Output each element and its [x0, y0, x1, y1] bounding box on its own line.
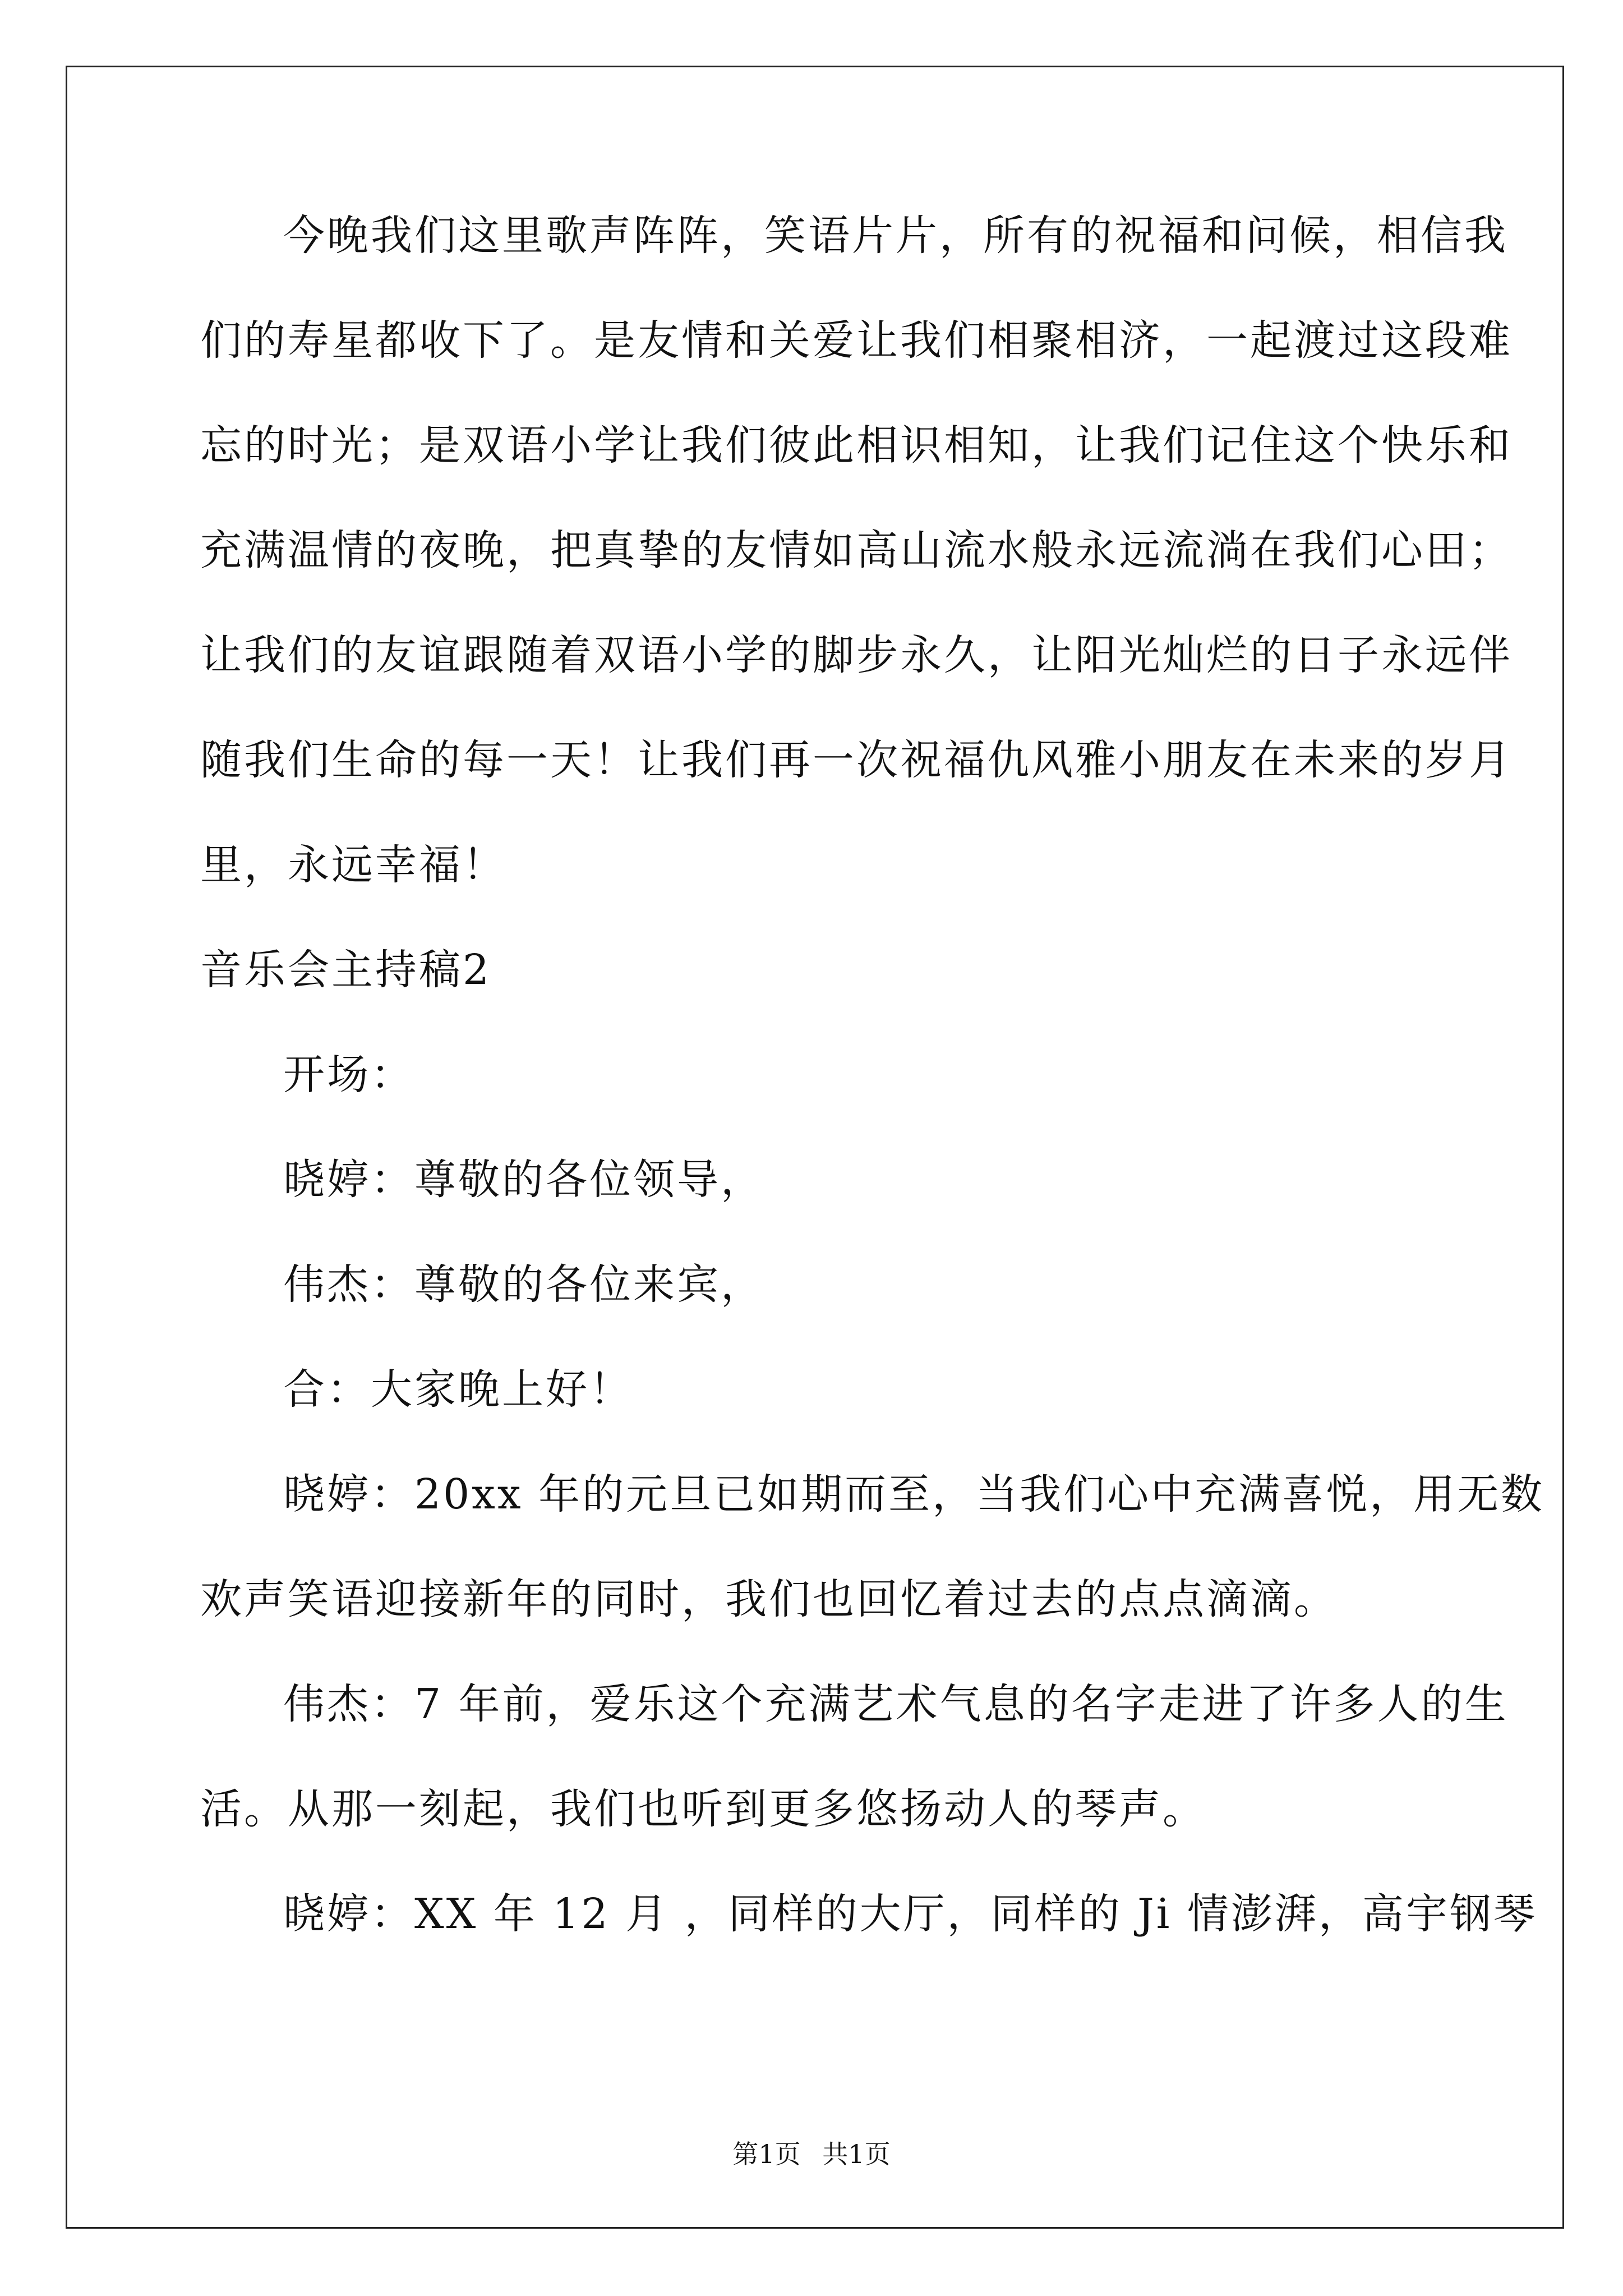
paragraph-line: 们的寿星都收下了。是友情和关爱让我们相聚相济，一起渡过这段难 — [200, 316, 1513, 365]
paragraph-line: 今晚我们这里歌声阵阵，笑语片片，所有的祝福和问候，相信我 — [283, 211, 1508, 260]
paragraph-line: 合：大家晚上好！ — [283, 1365, 633, 1414]
paragraph-line: 伟杰：7 年前，爱乐这个充满艺术气息的名字走进了许多人的生 — [283, 1680, 1509, 1728]
paragraph-line: 忘的时光；是双语小学让我们彼此相识相知，让我们记住这个快乐和 — [200, 421, 1513, 470]
paragraph-line: 开场： — [283, 1051, 414, 1099]
paragraph-line: 让我们的友谊跟随着双语小学的脚步永久，让阳光灿烂的日子永远伴 — [200, 631, 1513, 679]
paragraph-line: 里，永远幸福！ — [200, 841, 506, 889]
paragraph-line: 晓婷：XX 年 12 月 ，同样的大厅，同样的 Ji 情澎湃，高宇钢琴 — [283, 1890, 1537, 1938]
section-heading: 音乐会主持稿2 — [200, 946, 492, 994]
page-footer — [0, 2137, 1623, 2171]
page-number: 第1页 — [732, 2139, 801, 2169]
paragraph-line: 伟杰：尊敬的各位来宾， — [283, 1260, 764, 1309]
paragraph-line: 晓婷：尊敬的各位领导， — [283, 1156, 764, 1204]
page-total: 共1页 — [822, 2139, 891, 2169]
paragraph-line: 晓婷：20xx 年的元旦已如期而至，当我们心中充满喜悦，用无数 — [283, 1470, 1545, 1519]
paragraph-line: 活。从那一刻起，我们也听到更多悠扬动人的琴声。 — [200, 1785, 1206, 1833]
paragraph-line: 欢声笑语迎接新年的同时，我们也回忆着过去的点点滴滴。 — [200, 1575, 1338, 1623]
paragraph-line: 充满温情的夜晚，把真挚的友情如高山流水般永远流淌在我们心田； — [200, 526, 1513, 574]
paragraph-line: 随我们生命的每一天！让我们再一次祝福仇风雅小朋友在未来的岁月 — [200, 736, 1513, 784]
